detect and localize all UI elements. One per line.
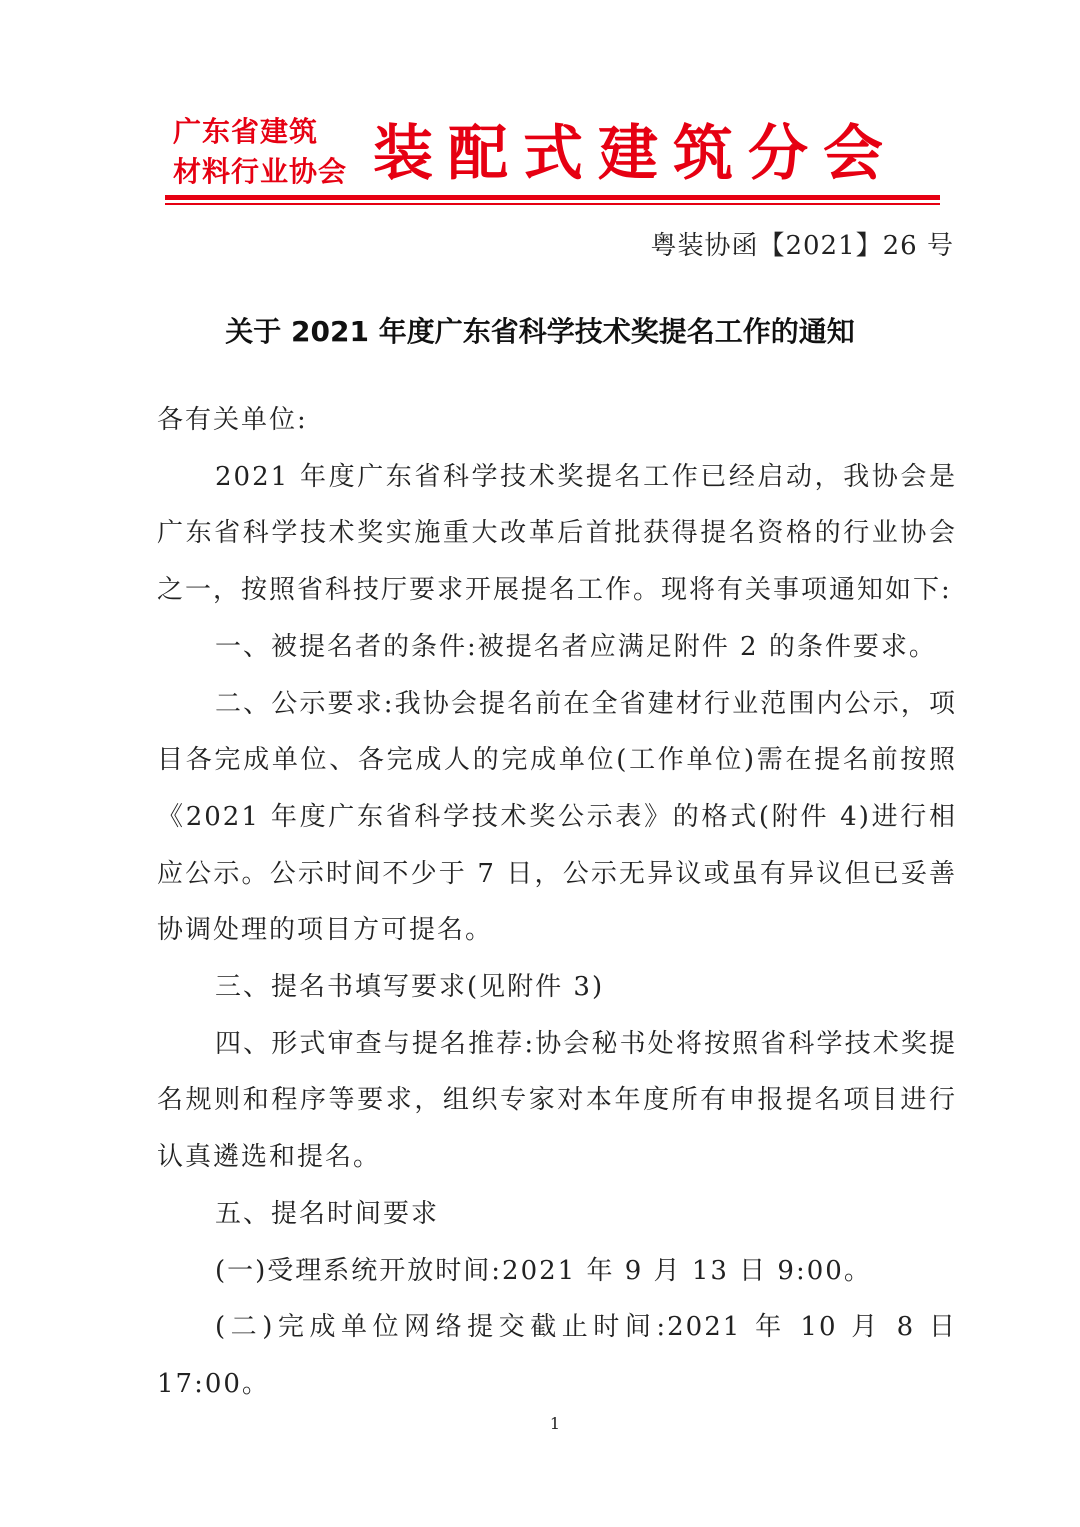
document-body (157, 392, 957, 1413)
letterhead-rule-thin (165, 203, 940, 205)
paragraph-item-3: 三、提名书填写要求(见附件 3) (215, 972, 605, 1003)
document-title: 关于 2021 年度广东省科学技术奖提名工作的通知 (225, 315, 855, 348)
document-number: 粤装协函【2021】26 号 (650, 231, 954, 261)
paragraph-item-5-1: (一)受理系统开放时间:2021 年 9 月 13 日 9:00。 (215, 1255, 872, 1286)
letterhead-branch-name: 装配式建筑分会 (373, 119, 898, 189)
paragraph-item-4: 四、形式审查与提名推荐:协会秘书处将按照省科学技术奖提名规则和程序等要求，组织专家对本年度所有申报提名项目进行认真遴选和提名。 (157, 1028, 957, 1173)
paragraph-item-1: 一、被提名者的条件:被提名者应满足附件 2 的条件要求。 (215, 631, 937, 662)
page-number: 1 (549, 1414, 561, 1433)
letterhead (165, 108, 940, 206)
letterhead-rule-thick (165, 195, 940, 200)
paragraph-item-5: 五、提名时间要求 (215, 1198, 440, 1229)
paragraph-intro: 2021 年度广东省科学技术奖提名工作已经启动，我协会是广东省科学技术奖实施重大改革后首批获得提名资格的行业协会之一，按照省科技厅要求开展提名工作。现将有关事项通知如下: (157, 461, 957, 606)
letterhead-org-line2: 材料行业协会 (173, 155, 348, 188)
letterhead-org-line1: 广东省建筑 (173, 115, 319, 148)
letterhead-org-name (173, 112, 347, 192)
paragraph-item-5-2: (二)完成单位网络提交截止时间:2021 年 10 月 8 日 17:00。 (157, 1312, 957, 1399)
paragraph-item-2: 二、公示要求:我协会提名前在全省建材行业范围内公示，项目各完成单位、各完成人的完成单位(工作单位)需在提名前按照《2021 年度广东省科学技术奖公示表》的格式(附件 4)进行相应公示。公示时间不少于 7 日，公示无异议或虽有异议但已妥善协调处理的项目方可提名。 (157, 688, 957, 946)
salutation: 各有关单位: (157, 405, 308, 435)
